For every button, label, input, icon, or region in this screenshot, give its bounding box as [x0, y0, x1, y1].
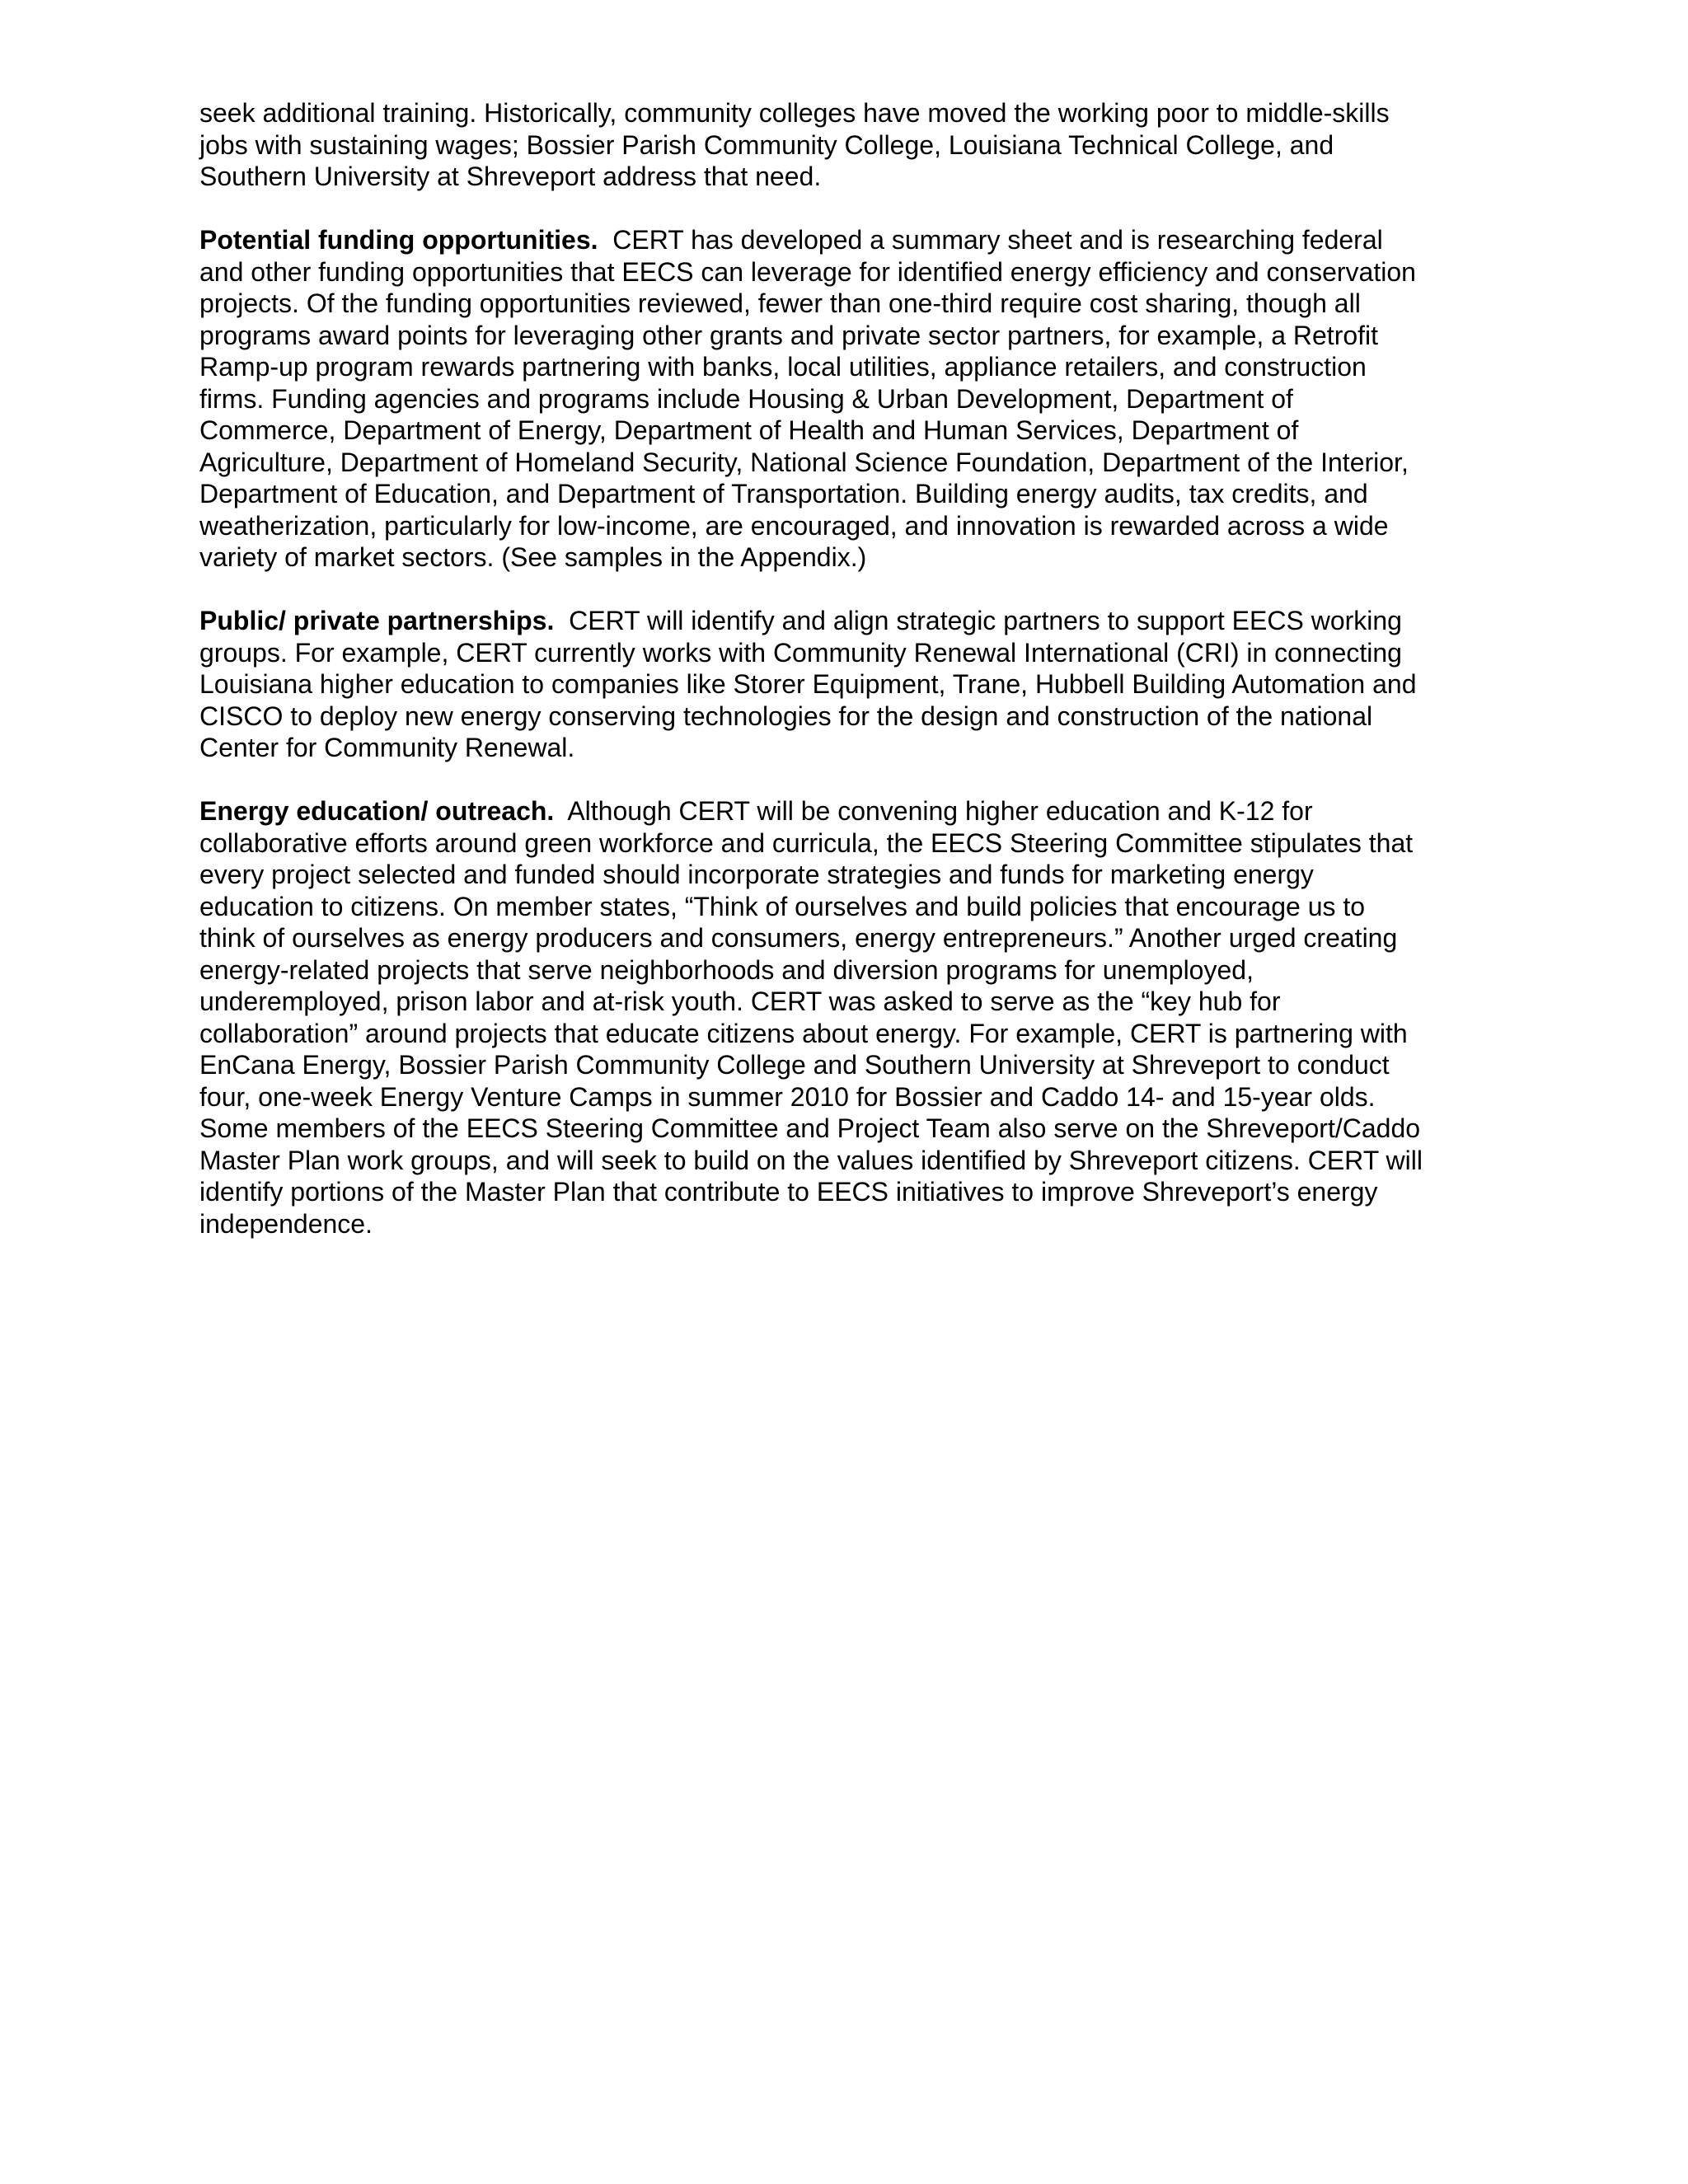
text-line: independence.: [199, 1208, 373, 1239]
section-heading-partnerships: Public/ private partnerships.: [199, 606, 555, 635]
text-line: Louisiana higher education to companies like Storer Equipment, Trane, Hubbell Building Automation and: [199, 669, 1417, 699]
text-line: Commerce, Department of Energy, Department of Health and Human Services, Department of: [199, 415, 1299, 445]
text-line: Ramp-up program rewards partnering with banks, local utilities, appliance retailers, and construction: [199, 352, 1367, 382]
text-line: collaborative efforts around green workforce and curricula, the EECS Steering Committee stipulates that: [199, 827, 1414, 858]
text-line: think of ourselves as energy producers and consumers, energy entrepreneurs.” Another urged creating: [199, 923, 1398, 953]
text-segment: CERT has developed a summary sheet and is researching federal: [598, 225, 1383, 255]
text-line: Southern University at Shreveport address that need.: [199, 162, 822, 191]
paragraph-partnerships: [199, 605, 1498, 764]
text-line: groups. For example, CERT currently works with Community Renewal International (CRI) in connecting: [199, 637, 1402, 668]
paragraph-funding: [199, 224, 1498, 574]
text-line: four, one-week Energy Venture Camps in summer 2010 for Bossier and Caddo 14- and 15-year olds.: [199, 1081, 1376, 1112]
text-line: [199, 224, 1498, 256]
text-line: Agriculture, Department of Homeland Security, National Science Foundation, Department of the Interior,: [199, 447, 1409, 477]
text-line: and other funding opportunities that EECS can leverage for identified energy efficiency and conservation: [199, 256, 1416, 287]
text-line: underemployed, prison labor and at-risk youth. CERT was asked to serve as the “key hub for: [199, 987, 1281, 1016]
text-line: collaboration” around projects that educate citizens about energy. For example, CERT is partnering with: [199, 1018, 1408, 1048]
text-line: projects. Of the funding opportunities reviewed, fewer than one-third require cost sharing, though all: [199, 288, 1361, 318]
text-line: every project selected and funded should incorporate strategies and funds for marketing energy: [199, 860, 1314, 889]
text-line: variety of market sectors. (See samples in the Appendix.): [199, 542, 867, 572]
text-line: firms. Funding agencies and programs include Housing & Urban Development, Department of: [199, 383, 1293, 414]
text-line: Some members of the EECS Steering Committee and Project Team also serve on the Shreveport/Caddo: [199, 1113, 1421, 1143]
paragraph-education: [199, 795, 1498, 1240]
text-line: [199, 605, 1498, 637]
text-line: Department of Education, and Department of Transportation. Building energy audits, tax credits, and: [199, 479, 1368, 509]
section-heading-funding: Potential funding opportunities.: [199, 225, 598, 255]
document-body: [199, 97, 1498, 1272]
text-segment: Although CERT will be convening higher education and K-12 for: [554, 796, 1313, 826]
text-line: jobs with sustaining wages; Bossier Parish Community College, Louisiana Technical College, and: [199, 129, 1334, 160]
text-segment: CERT will identify and align strategic partners to support EECS working: [554, 606, 1402, 635]
section-heading-education: Energy education/ outreach.: [199, 796, 555, 826]
text-line: Center for Community Renewal.: [199, 733, 575, 762]
text-line: CISCO to deploy new energy conserving technologies for the design and construction of the national: [199, 701, 1373, 731]
text-line: seek additional training. Historically, community colleges have moved the working poor to middle-skills: [199, 98, 1390, 128]
paragraph-training: [199, 97, 1498, 193]
text-line: weatherization, particularly for low-income, are encouraged, and innovation is rewarded across a wide: [199, 510, 1389, 541]
text-line: education to citizens. On member states, “Think of ourselves and build policies that encourage us to: [199, 891, 1366, 921]
text-line: identify portions of the Master Plan that contribute to EECS initiatives to improve Shreveport’s energy: [199, 1177, 1378, 1207]
text-line: energy-related projects that serve neighborhoods and diversion programs for unemployed,: [199, 954, 1254, 985]
text-line: EnCana Energy, Bossier Parish Community College and Southern University at Shreveport to conduct: [199, 1050, 1390, 1080]
text-line: Master Plan work groups, and will seek to build on the values identified by Shreveport citizens. CERT will: [199, 1145, 1423, 1175]
text-line: programs award points for leveraging other grants and private sector partners, for example, a Retrofit: [199, 320, 1379, 350]
text-line: [199, 795, 1498, 827]
